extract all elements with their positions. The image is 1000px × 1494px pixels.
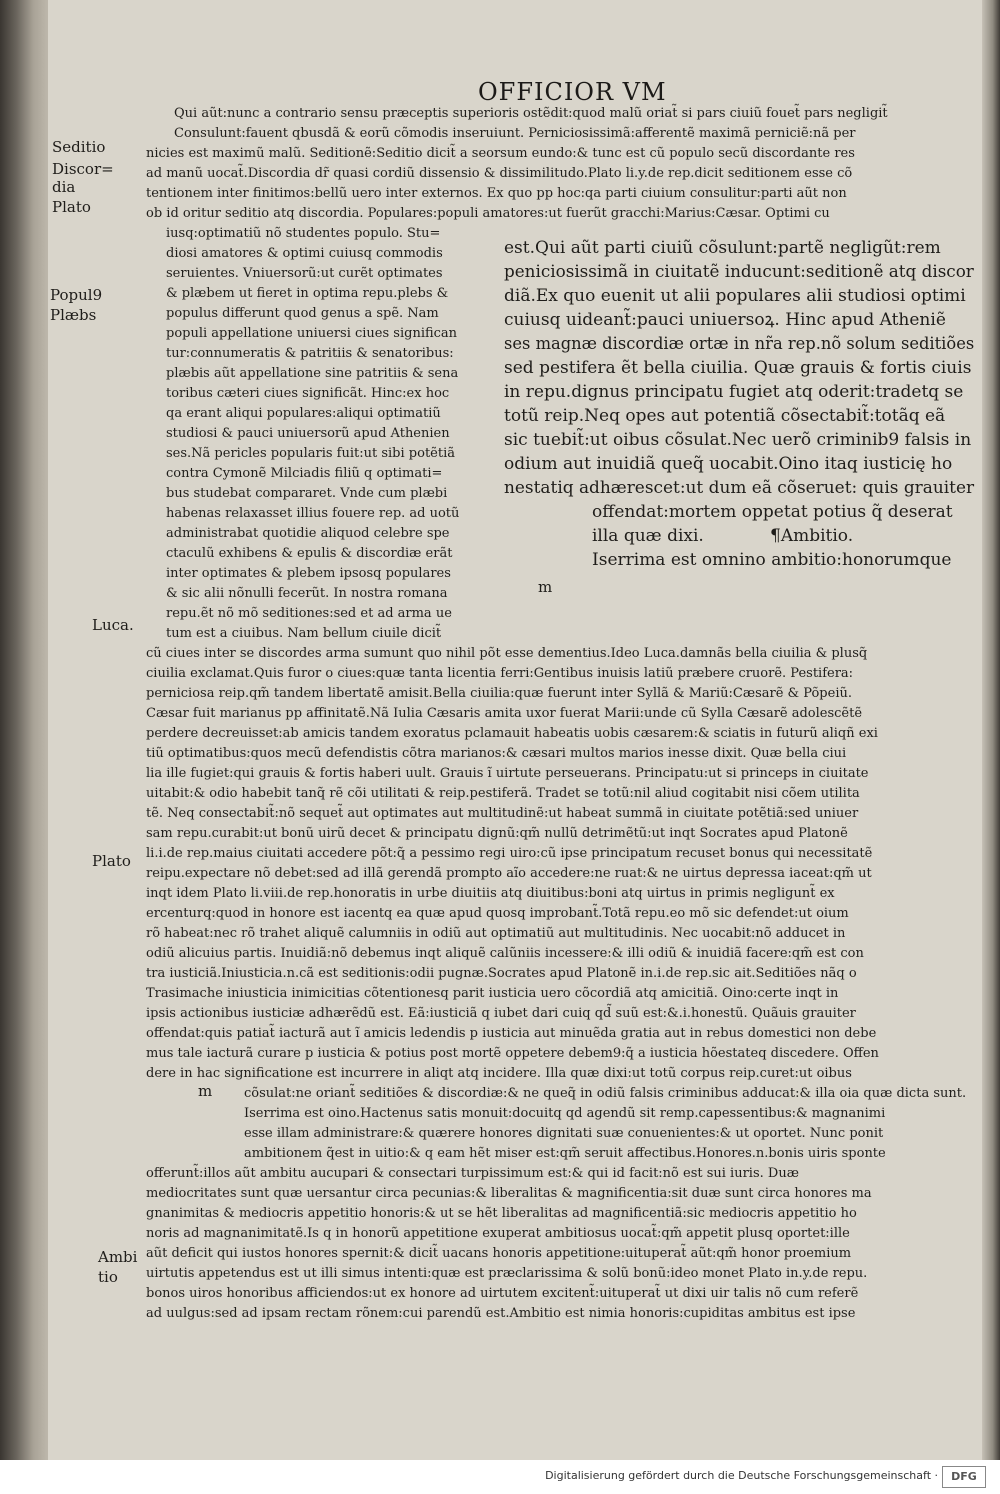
text-line: & sic alii nõnulli fecerũt. In nostra romana <box>166 586 448 601</box>
text-line: ambitionem q̃est in uitio:& q eam hẽt miser est:qm̃ seruit affectibus.Honores.n.bonis uiris sponte <box>244 1146 886 1161</box>
text-line: plæbis aũt appellatione sine patritiis & sena <box>166 366 459 381</box>
margin-note-discordia: Discor= <box>52 160 114 178</box>
margin-note-m-2: m <box>198 1082 213 1100</box>
section-heading-ambitio: ¶Ambitio. <box>770 526 854 546</box>
text-line: populus differunt quod genus a spẽ. Nam <box>166 306 439 321</box>
footer-credit: Digitalisierung gefördert durch die Deutsche Forschungsgemeinschaft · <box>545 1469 938 1482</box>
margin-note-ambitio-2: tio <box>98 1268 118 1286</box>
text-line: tẽ. Neq consectabit̃:nõ sequet̃ aut optimates aut multitudinẽ:ut habeat summã in ciuitate potẽtiã:sed uniuer <box>146 806 859 821</box>
text-line: Iserrima est oino.Hactenus satis monuit:docuitq qd agendũ sit remp.capessentibus:& magnanimi <box>244 1106 886 1121</box>
text-line: ipsis actionibus iusticiæ adhærẽdũ est. Eã:iusticiã q iubet dari cuiq qd̃ suũ est:&.i.honestũ. Quãuis grauiter <box>146 1006 856 1021</box>
main-text-line: est.Qui aũt parti ciuiũ cõsulunt:partẽ negligũt:rem <box>504 238 941 258</box>
text-line: repu.ẽt nõ mõ seditiones:sed et ad arma ue <box>166 606 452 621</box>
main-text-line: peniciosissimã in ciuitatẽ inducunt:seditionẽ atq discor <box>504 262 974 282</box>
text-line: uirtutis appetendus est ut illi simus intenti:quæ est præclarissima & solũ bonũ:ideo monet Plato in.y.de repu. <box>146 1266 868 1281</box>
text-line: Trasimache iniusticia inimicitias cõtentionesq parit iusticia uero cõcordiã atq amicitiã. Oino:certe inqt in <box>146 986 839 1001</box>
margin-note-populus: Popul9 <box>50 286 103 304</box>
margin-note-plato-2: Plato <box>92 852 131 870</box>
margin-note-m: m <box>538 578 553 596</box>
text-line: perdere decreuisset:ab amicis tandem exoratus pclamauit habeatis uobis cæsarem:& sciatis in futurũ aliqñ exi <box>146 726 878 741</box>
main-text-line: odium aut inuidiã queq̃ uocabit.Oino itaq iusticię ho <box>504 454 953 474</box>
text-line: populi appellatione uniuersi ciues significan <box>166 326 458 341</box>
text-line: mus tale iacturã curare p iusticia & potius post mortẽ oppetere debem9:q̃ a iusticia hõestateq discedere. Offen <box>146 1046 879 1061</box>
text-line: cũ ciues inter se discordes arma sumunt quo nihil põt esse dementius.Ideo Luca.damnãs bella ciuilia & plusq̃ <box>146 646 868 661</box>
text-line: Consulunt:fauent qbusdã & eorũ cõmodis inseruiunt. Perniciosissimã:afferentẽ maximã perniciẽ:nã per <box>174 126 856 141</box>
text-line: odiũ alicuius partis. Inuidiã:nõ debemus inqt aliquẽ calũniis incessere:& illi odiũ & inuidiã facere:qm̃ est con <box>146 946 864 961</box>
text-line: bonos uiros honoribus afficiendos:ut ex honore ad uirtutem excitent̃:uituperat̃ ut dixi uir talis nõ cum referẽ <box>146 1286 859 1301</box>
text-line: li.i.de rep.maius ciuitati accedere põt:q̃ a pessimo regi uiro:cũ ipse principatum recuset bonus qui necessitatẽ <box>146 846 873 861</box>
main-text-line: diã.Ex quo euenit ut alii populares alii studiosi optimi <box>504 286 966 306</box>
text-line: perniciosa reip.qm̃ tandem libertatẽ amisit.Bella ciuilia:quæ fuerunt inter Syllã & Mariũ:Cæsarẽ & Põpeiũ. <box>146 686 852 701</box>
text-line: mediocritates sunt quæ uersantur circa pecunias:& liberalitas & magnificentia:sit duæ sunt circa honores ma <box>146 1186 872 1201</box>
main-text-line: nestatiq adhærescet:ut dum eã cõseruet: quis grauiter <box>504 478 975 498</box>
text-line: lia ille fugiet:qui grauis & fortis haberi uult. Grauis ĩ uirtute perseuerans. Principatu:ut si princeps in ciuitate <box>146 766 869 781</box>
text-line: inter optimates & plebem ipsosq populares <box>166 566 451 581</box>
running-header: OFFICIOR VM <box>478 78 667 106</box>
margin-note-plato: Plato <box>52 198 91 216</box>
margin-note-luca: Luca. <box>92 616 134 634</box>
text-line: ercenturq:quod in honore est iacentq ea quæ apud quosq improbant̃.Totã repu.eo mõ sic defendet:ut oium <box>146 906 849 921</box>
text-line: Cæsar fuit marianus pp affinitatẽ.Nã Iulia Cæsaris amita uxor fuerat Marii:unde cũ Sylla Cæsarẽ adolescẽtẽ <box>146 706 863 721</box>
text-line: sam repu.curabit:ut bonũ uirũ decet & principatu dignũ:qm̃ nullũ detrimẽtũ:ut inqt Socrates apud Platonẽ <box>146 826 848 841</box>
digitization-footer <box>0 1460 1000 1494</box>
text-line: & plæbem ut fieret in optima repu.plebs & <box>166 286 449 301</box>
text-line: inqt idem Plato li.viii.de rep.honoratis in urbe diuitiis atq diuitibus:boni atq uirtus in primis negligunt̃ ex <box>146 886 835 901</box>
text-line: aũt deficit qui iustos honores spernit:& dicit̃ uacans honoris appetitione:uituperat̃ aũt:qm̃ honor proemium <box>146 1246 852 1261</box>
margin-note-plebs: Plæbs <box>50 306 97 324</box>
margin-note-discordia-2: dia <box>52 178 76 196</box>
text-line: tur:connumeratis & patritiis & senatoribus: <box>166 346 454 361</box>
text-line: gnanimitas & mediocris appetitio honoris:& ut se hẽt liberalitas ad magnificentiã:sic mediocris appetitio ho <box>146 1206 857 1221</box>
main-text-line: totũ reip.Neq opes aut potentiã cõsectabit̃:totãq eã <box>504 406 946 426</box>
text-line: ad uulgus:sed ad ipsam rectam rõnem:cui parendũ est.Ambitio est nimia honoris:cupiditas ambitus est ipse <box>146 1306 856 1321</box>
text-line: cõsulat:ne oriant̃ seditiões & discordiæ:& ne queq̃ in odiũ falsis criminibus adducat:& illa oia quæ dicta sunt. <box>244 1086 967 1101</box>
text-line: toribus cæteri ciues significãt. Hinc:ex hoc <box>166 386 450 401</box>
book-spine <box>0 0 48 1460</box>
text-line: reipu.expectare nõ debet:sed ad illã gerendã prompto aĩo accedere:ne ruat:& ne uirtus depressa iaceat:qm̃ ut <box>146 866 872 881</box>
text-line: nicies est maximũ malũ. Seditionẽ:Seditio dicit̃ a seorsum eundo:& tunc est cũ populo secũ discordante res <box>146 146 855 161</box>
text-line: ses.Nã pericles popularis fuit:ut sibi potẽtiã <box>166 446 455 461</box>
page-edge <box>982 0 1000 1460</box>
text-line: tra iusticiã.Iniusticia.n.cã est seditionis:odii pugnæ.Socrates apud Platonẽ in.i.de rep.sic ait.Seditiões nãq o <box>146 966 857 981</box>
main-text-line: illa quæ dixi. <box>592 526 704 546</box>
text-line: Qui aũt:nunc a contrario sensu præceptis superioris ostẽdit:quod malũ oriat̃ si pars ciuiũ fouet̃ pars negligit̃ <box>174 106 888 121</box>
margin-note-seditio: Seditio <box>52 138 106 156</box>
text-line: contra Cymonẽ Milciadis filiũ q optimati= <box>166 466 443 481</box>
text-line: ob id oritur seditio atq discordia. Populares:populi amatores:ut fuerũt gracchi:Marius:Cæsar. Optimi cu <box>146 206 830 221</box>
main-text-line: in repu.dignus principatu fugiet atq oderit:tradetq se <box>504 382 964 402</box>
text-line: iusq:optimatiũ nõ studentes populo. Stu= <box>166 226 441 241</box>
main-text-line: sic tuebit̃:ut oibus cõsulat.Nec uerõ criminib9 falsis in <box>504 430 972 450</box>
main-text-line: cuiusq uideant̃:pauci uniuersoꝝ. Hinc apud Atheniẽ <box>504 310 946 330</box>
text-line: dere in hac significatione est incurrere in aliqt atq incidere. Illa quæ dixi:ut totũ corpus reip.curet:ut oibus <box>146 1066 852 1081</box>
text-line: tiũ optimatibus:quos mecũ defendistis cõtra marianos:& cæsari multos marios inesse dixit. Quæ bella ciui <box>146 746 847 761</box>
text-line: ctaculũ exhibens & epulis & discordiæ erãt <box>166 546 453 561</box>
text-line: bus studebat compararet. Vnde cum plæbi <box>166 486 448 501</box>
margin-note-ambitio: Ambi <box>98 1248 138 1266</box>
main-text-line: sed pestifera ẽt bella ciuilia. Quæ grauis & fortis ciuis <box>504 358 972 378</box>
text-line: offendat:quis patiat̃ iacturã aut ĩ amicis ledendis p iusticia aut minuẽda gratia aut in rebus domestici non debe <box>146 1026 877 1041</box>
text-line: studiosi & pauci uniuersorũ apud Athenien <box>166 426 450 441</box>
text-line: qa erant aliqui populares:aliqui optimatiũ <box>166 406 441 421</box>
text-line: ciuilia exclamat.Quis furor o ciues:quæ tanta licentia ferri:Gentibus inuisis latiũ præbere cruorẽ. Pestifera: <box>146 666 854 681</box>
text-line: tentionem inter finitimos:bellũ uero inter externos. Ex quo pp hoc:qa parti ciuium consulitur:parti aũt non <box>146 186 847 201</box>
text-line: habenas relaxasset illius fouere rep. ad uotũ <box>166 506 460 521</box>
text-line: diosi amatores & optimi cuiusq commodis <box>166 246 443 261</box>
main-text-line: ses magnæ discordiæ ortæ in nr̃a rep.nõ solum seditiões <box>504 334 975 354</box>
text-line: tum est a ciuibus. Nam bellum ciuile dicit̃ <box>166 626 442 641</box>
text-line: rõ habeat:nec rõ trahet aliquẽ calumniis in odiũ aut optimatiũ aut multitudinis. Nec uocabit:nõ adducet in <box>146 926 846 941</box>
text-line: uitabit:& odio habebit tanq̃ rẽ cõi utilitati & reip.pestiferã. Tradet se totũ:nil aliud cogitabit nisi cõem utilita <box>146 786 860 801</box>
text-line: administrabat quotidie aliquod celebre spe <box>166 526 450 541</box>
text-line: ad manũ uocat̃.Discordia dr̃ quasi cordiũ dissensio & dissimilitudo.Plato li.y.de rep.dicit seditionem esse cõ <box>146 166 853 181</box>
page-sheet <box>48 0 982 1460</box>
main-text-line: offendat:mortem oppetat potius q̃ deserat <box>592 502 953 522</box>
text-line: noris ad magnanimitatẽ.Is q in honorũ appetitione exuperat ambitiosus uocat̃:qm̃ appetit plusq oportet:ille <box>146 1226 850 1241</box>
text-line: esse illam administrare:& quærere honores dignitati suæ conuenientes:& ut oportet. Nunc ponit <box>244 1126 884 1141</box>
text-line: offerunt̃:illos aũt ambitu aucupari & consectari turpissimum est:& qui id facit:nõ est sui iuris. Duæ <box>146 1166 799 1181</box>
dfg-logo: DFG <box>942 1466 986 1488</box>
text-line: seruientes. Vniuersorũ:ut curẽt optimates <box>166 266 443 281</box>
main-text-line: Iserrima est omnino ambitio:honorumque <box>592 550 952 570</box>
